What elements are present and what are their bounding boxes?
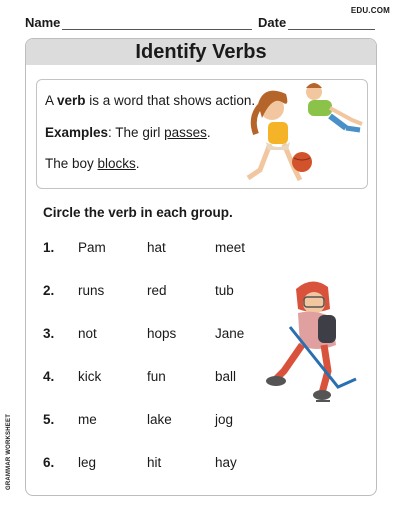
- word-option[interactable]: hat: [147, 240, 166, 255]
- word-option[interactable]: meet: [215, 240, 246, 255]
- word-option[interactable]: runs: [78, 283, 105, 298]
- date-line[interactable]: [288, 29, 375, 30]
- word-option[interactable]: not: [78, 326, 97, 341]
- word-option[interactable]: tub: [215, 283, 234, 298]
- definition-box: [36, 79, 368, 189]
- worksheet-panel: [25, 38, 377, 496]
- word-option[interactable]: kick: [78, 369, 102, 384]
- question-number: 6.: [43, 455, 55, 470]
- word-option[interactable]: red: [147, 283, 167, 298]
- definition-suffix: is a word that shows action.: [85, 93, 256, 108]
- word-option[interactable]: ball: [215, 369, 237, 384]
- hockey-player-illustration: [266, 275, 366, 415]
- word-option[interactable]: hay: [215, 455, 237, 470]
- example-2-suffix: .: [135, 156, 140, 171]
- example-line-1: [45, 125, 211, 140]
- date-label: Date: [258, 15, 287, 30]
- question-number: 1.: [43, 240, 55, 255]
- example-1-prefix: : The girl: [108, 125, 165, 140]
- example-2-verb: blocks: [97, 156, 136, 171]
- word-option[interactable]: me: [78, 412, 97, 427]
- definition-term: verb: [57, 93, 86, 108]
- page-title: Identify Verbs: [135, 40, 267, 63]
- title-bar: [26, 39, 376, 65]
- example-line-2: [45, 156, 140, 171]
- example-2-prefix: The boy: [45, 156, 98, 171]
- example-1-verb: passes: [164, 125, 207, 140]
- instruction-text: Circle the verb in each group.: [43, 205, 233, 220]
- question-row-5: [26, 412, 286, 432]
- word-option[interactable]: Pam: [78, 240, 106, 255]
- word-option[interactable]: hops: [147, 326, 177, 341]
- name-label: Name: [25, 15, 61, 30]
- word-option[interactable]: lake: [147, 412, 172, 427]
- question-number: 3.: [43, 326, 55, 341]
- question-number: 2.: [43, 283, 55, 298]
- word-option[interactable]: jog: [215, 412, 234, 427]
- question-row-1: [26, 240, 286, 260]
- question-row-6: [26, 455, 286, 475]
- word-option[interactable]: Jane: [215, 326, 245, 341]
- name-line[interactable]: [62, 29, 252, 30]
- question-row-3: [26, 326, 286, 346]
- brand-logo: EDU.COM: [350, 6, 390, 15]
- definition-prefix: A: [45, 93, 58, 108]
- word-option[interactable]: fun: [147, 369, 166, 384]
- examples-label: Examples: [45, 125, 109, 140]
- question-number: 5.: [43, 412, 55, 427]
- example-1-suffix: .: [206, 125, 211, 140]
- definition-line: [45, 93, 255, 108]
- word-option[interactable]: hit: [147, 455, 162, 470]
- question-number: 4.: [43, 369, 55, 384]
- word-option[interactable]: leg: [78, 455, 97, 470]
- basketball-kids-illustration: [242, 78, 370, 188]
- question-row-4: [26, 369, 286, 389]
- question-row-2: [26, 283, 286, 303]
- side-label: GRAMMAR WORKSHEET: [6, 413, 12, 490]
